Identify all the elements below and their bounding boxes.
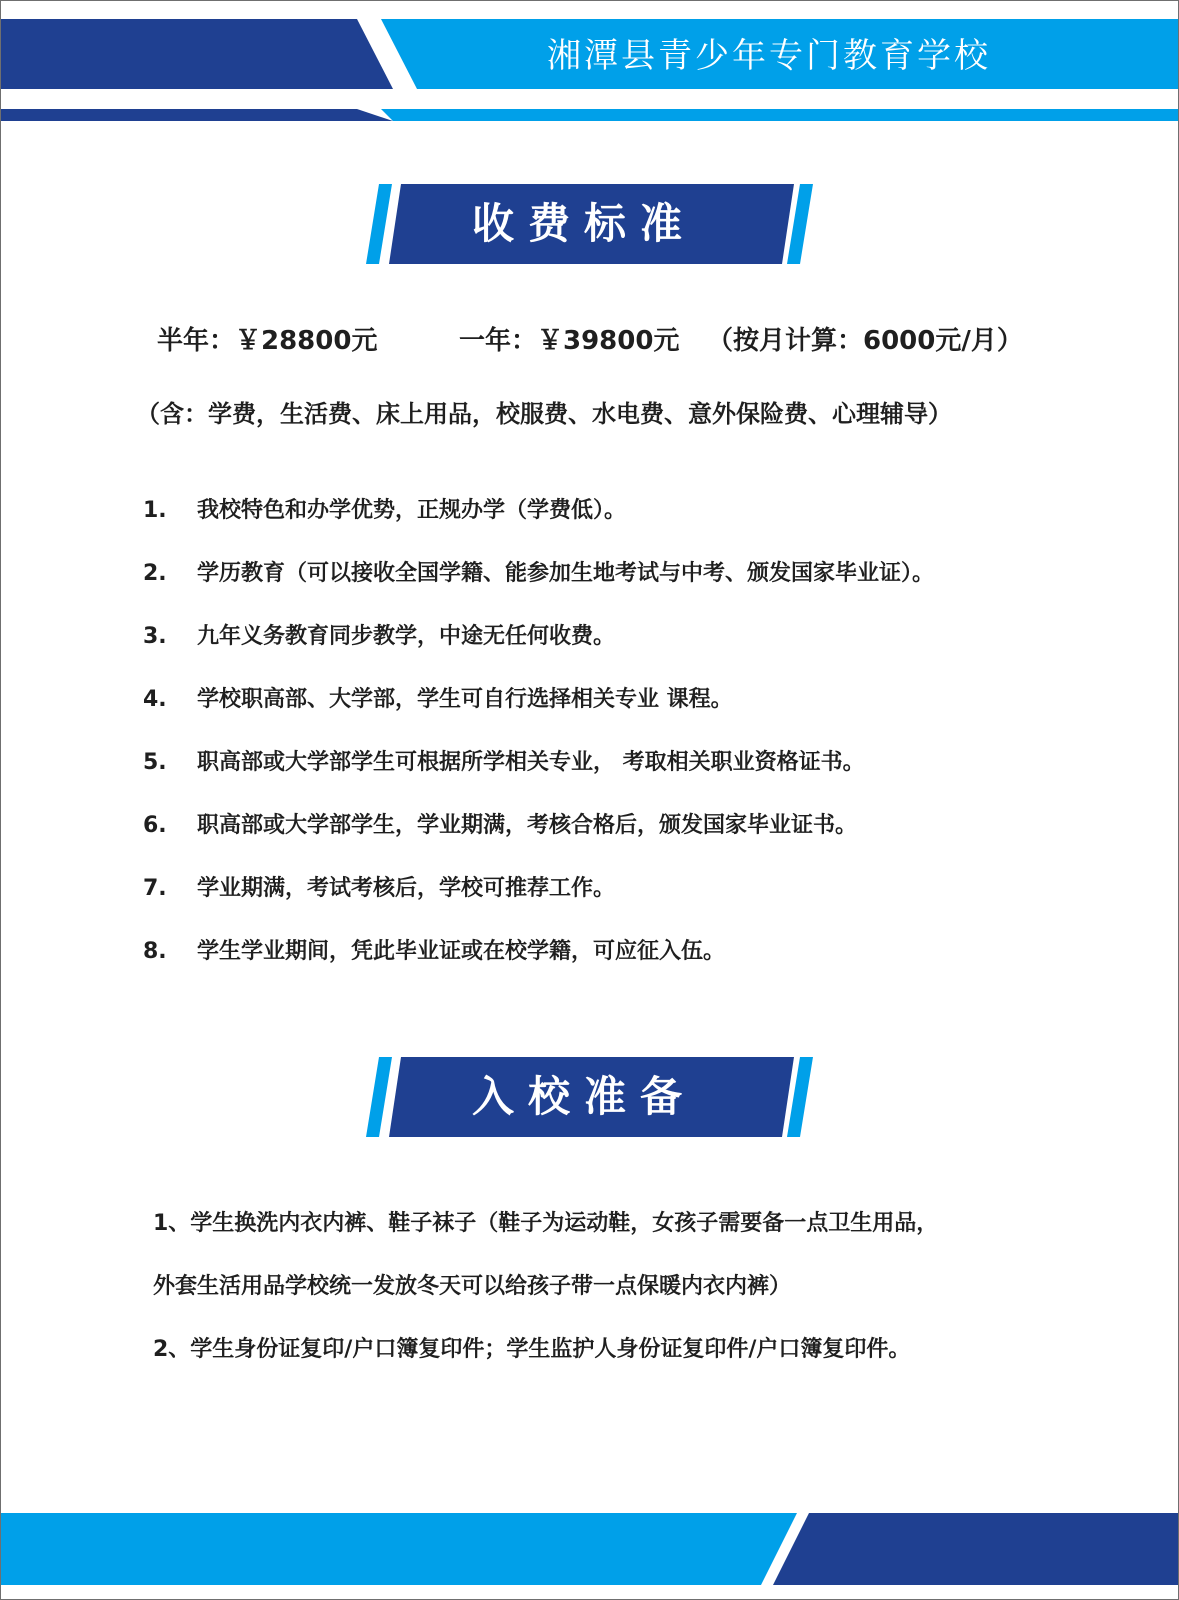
footer-navy-band (773, 1513, 1178, 1585)
feature-text: 我校特色和办学优势，正规办学（学费低）。 (197, 498, 627, 523)
feature-item (143, 617, 615, 657)
feature-text: 职高部或大学部学生，学业期满，考核合格后，颁发国家毕业证书。 (197, 813, 858, 838)
feature-item (143, 806, 857, 846)
feature-item (143, 491, 626, 531)
feature-item (143, 869, 615, 909)
feature-item (143, 932, 725, 972)
feature-text: 学校职高部、大学部，学生可自行选择相关专业 课程。 (197, 687, 733, 712)
header-navy-band (1, 19, 393, 89)
feature-text: 学业期满，考试考核后，学校可推荐工作。 (197, 876, 616, 901)
feature-item (143, 554, 934, 594)
feature-number: 4. (143, 687, 167, 712)
feature-text: 学生学业期间，凭此毕业证或在校学籍，可应征入伍。 (197, 939, 726, 964)
feature-number: 3. (143, 624, 167, 649)
feature-text: 学历教育（可以接收全国学籍、能参加生地考试与中考、颁发国家毕业证）。 (197, 561, 935, 586)
feature-number: 5. (143, 750, 167, 775)
school-name: 湘潭县青少年专门教育学校 (547, 36, 991, 76)
feature-item (143, 680, 733, 720)
header-sky-stripe (381, 109, 1178, 121)
header-navy-stripe (1, 109, 393, 121)
feature-number: 1. (143, 498, 167, 523)
feature-text: 九年义务教育同步教学，中途无任何收费。 (197, 624, 616, 649)
half-year-fee: 半年：￥28800元 (157, 326, 378, 356)
feature-number: 2. (143, 561, 167, 586)
full-year-fee: 一年：￥39800元 (459, 326, 680, 356)
prep-line: 外套生活用品学校统一发放冬天可以给孩子带一点保暖内衣内裤） (153, 1274, 792, 1299)
prep-section-title: 入校准备 (471, 1072, 696, 1121)
footer-sky-band (1, 1513, 797, 1585)
feature-number: 7. (143, 876, 167, 901)
feature-text: 职高部或大学部学生可根据所学相关专业， 考取相关职业资格证书。 (197, 750, 865, 775)
fee-includes: （含：学费，生活费、床上用品，校服费、水电费、意外保险费、心理辅导） (136, 400, 952, 428)
feature-item (143, 743, 865, 783)
fee-section-title: 收费标准 (471, 199, 696, 248)
prep-line: 2、学生身份证复印/户口簿复印件；学生监护人身份证复印件/户口簿复印件。 (153, 1337, 911, 1362)
feature-number: 6. (143, 813, 167, 838)
feature-number: 8. (143, 939, 167, 964)
prep-line: 1、学生换洗内衣内裤、鞋子袜子（鞋子为运动鞋，女孩子需要备一点卫生用品， (153, 1211, 939, 1236)
monthly-fee: （按月计算：6000元/月） (707, 326, 1023, 356)
